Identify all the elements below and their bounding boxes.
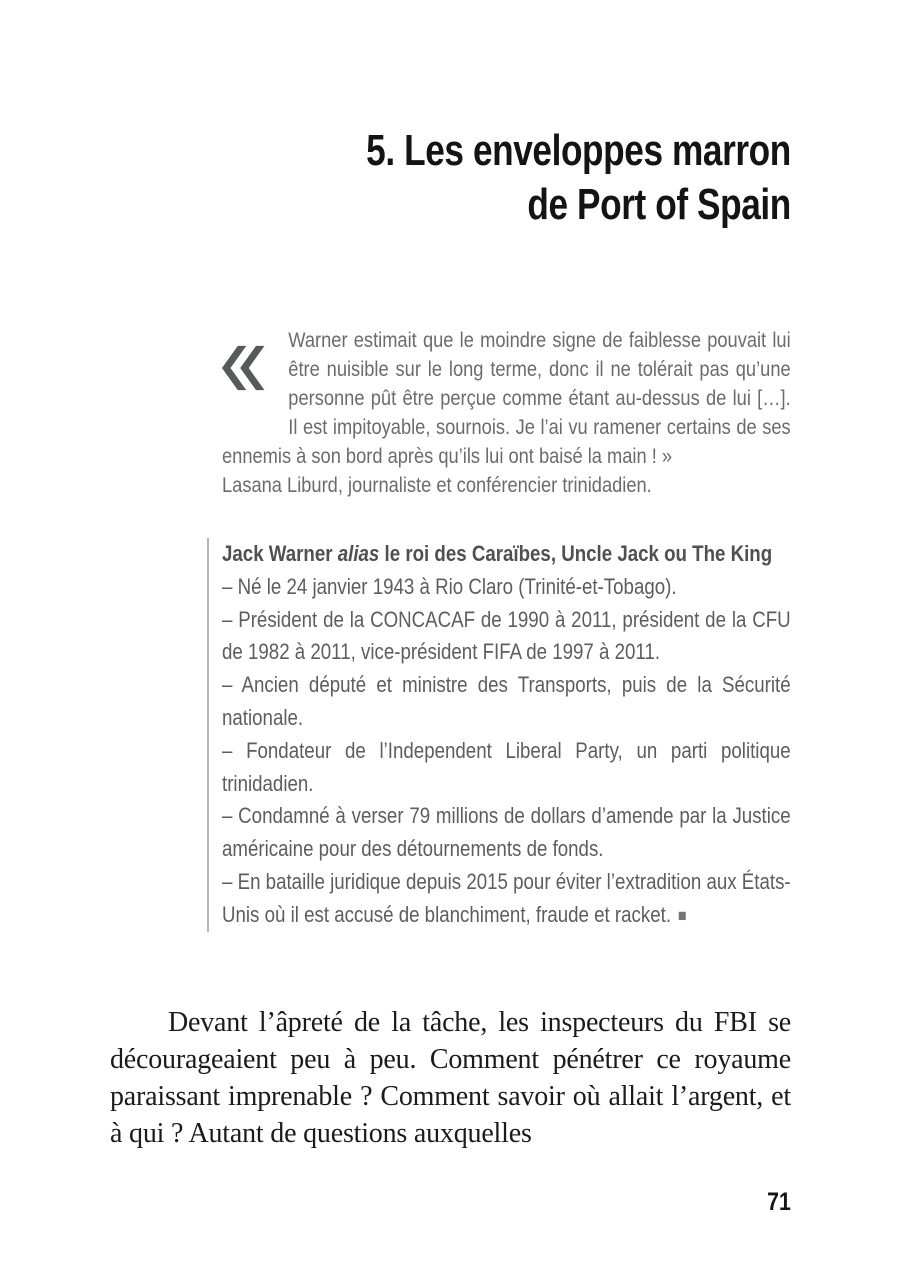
end-of-box-square-icon: ■ [677,905,687,925]
quote-text: Warner estimait que le moindre signe de faiblesse pouvait lui être nuisible sur le long terme, donc il ne tolérait pas qu’une personne pût être perçue comme étant au-dessus de lui […]. Il est impitoyable, sournois. Je l’ai vu ramener certains de ses ennemis à son bord après qu’ils lui ont baisé la main ! » [222,328,791,468]
bio-item-birth: – Né le 24 janvier 1943 à Rio Claro (Trinité-et-Tobago). [222,573,677,599]
bio-item-presidencies: – Président de la CONCACAF de 1990 à 2011, président de la CFU de 1982 à 2011, vice-président FIFA de 1997 à 2011. [222,606,791,665]
epigraph-quote-block [222,326,791,500]
bio-item-fine: – Condamné à verser 79 millions de dollars d’amende par la Justice américaine pour des détournements de fonds. [222,803,791,862]
bio-item-minister: – Ancien député et ministre des Transports, puis de la Sécurité nationale. [222,672,791,730]
bio-item-party: – Fondateur de l’Independent Liberal Party, un parti politique trinidadien. [222,737,791,796]
chapter-title-line-1: 5. Les enveloppes marron [366,126,791,175]
bio-header-name: Jack Warner [222,541,338,566]
bio-item-extradition [222,866,791,932]
bio-item-extradition-text: – En bataille juridique depuis 2015 pour éviter l’extradition aux États-Unis où il est accusé de blanchiment, fraude et racket. [222,868,791,927]
opening-guillemet-icon [222,326,288,414]
bio-box [207,538,806,932]
chapter-title-line-2: de Port of Spain [527,180,791,229]
quote-attribution: Lasana Liburd, journaliste et conférencier trinidadien. [222,473,652,497]
bio-header [222,538,791,571]
bio-header-nicknames: le roi des Caraïbes, Uncle Jack ou The King [379,541,773,566]
page-number: 71 [767,1188,791,1216]
bio-header-alias: alias [337,541,380,566]
body-paragraph: Devant l’âpreté de la tâche, les inspecteurs du FBI se décourageaient peu à peu. Comment pénétrer ce royaume paraissant imprenable ? Comment savoir où allait l’argent, et à qui ? Autant de questions auxquelles [110,1007,791,1149]
chapter-title [366,124,791,232]
